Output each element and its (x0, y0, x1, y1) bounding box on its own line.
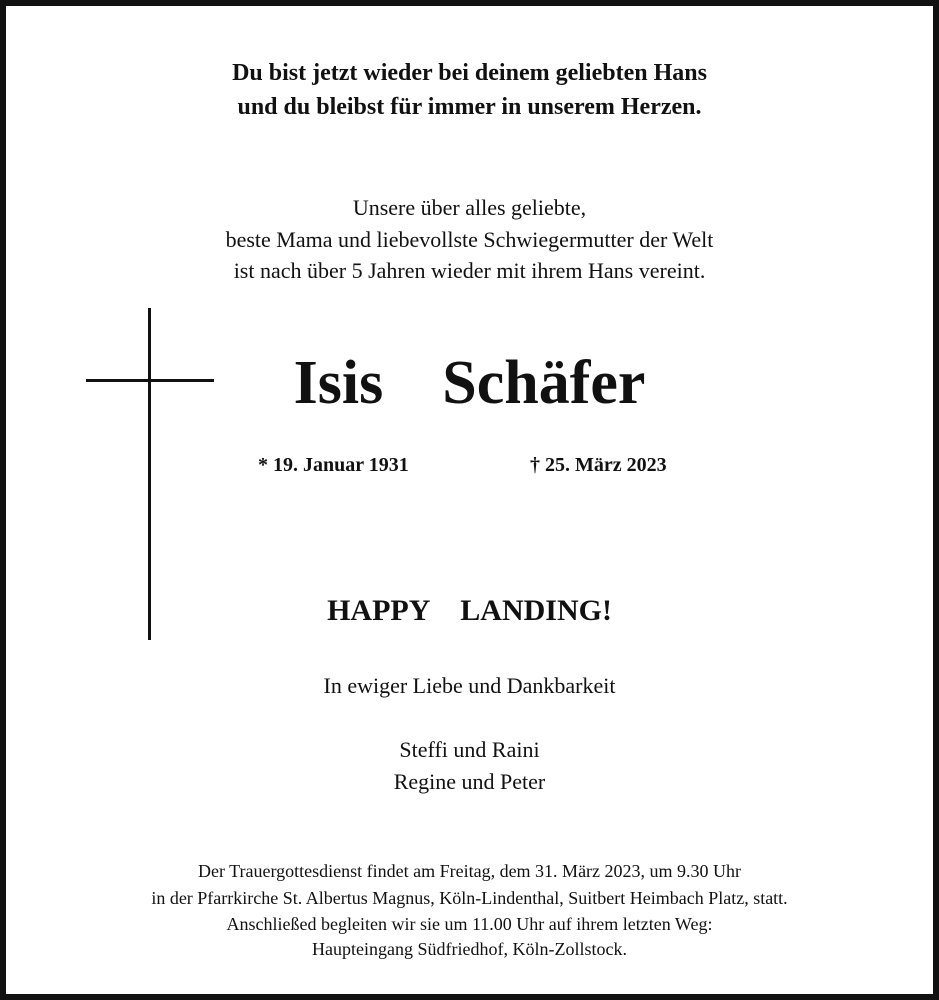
farewell-heading: HAPPY LANDING! (327, 594, 612, 627)
service-line-4: Haupteingang Südfriedhof, Köln-Zollstock. (312, 939, 627, 959)
service-line-3: Anschließed begleiten wir sie um 11.00 Uhr auf ihrem letzten Weg: (226, 914, 713, 934)
motto-line-2: und du bleibst für immer in unserem Herzen. (237, 94, 702, 120)
mourners-line-1: Steffi und Raini (399, 737, 540, 762)
dedication-text: In ewiger Liebe und Dankbarkeit (323, 673, 616, 698)
birth-date: * 19. Januar 1931 (258, 454, 409, 476)
service-line-1: Der Trauergottesdienst findet am Freitag, dem 31. März 2023, um 9.30 Uhr (197, 861, 742, 881)
intro-line-1: Unsere über alles geliebte, (352, 195, 587, 220)
service-line-2: in der Pfarrkirche St. Albertus Magnus, Köln-Lindenthal, Suitbert Heimbach Platz, statt. (151, 888, 788, 908)
mourners-line-2: Regine und Peter (393, 769, 546, 794)
death-date: † 25. März 2023 (530, 454, 667, 476)
motto-line-1: Du bist jetzt wieder bei deinem geliebten Hans (232, 60, 707, 86)
intro-line-3: ist nach über 5 Jahren wieder mit ihrem Hans vereint. (233, 258, 706, 283)
deceased-name: Isis Schäfer (293, 349, 646, 417)
intro-line-2: beste Mama und liebevollste Schwiegermutter der Welt (225, 227, 714, 252)
